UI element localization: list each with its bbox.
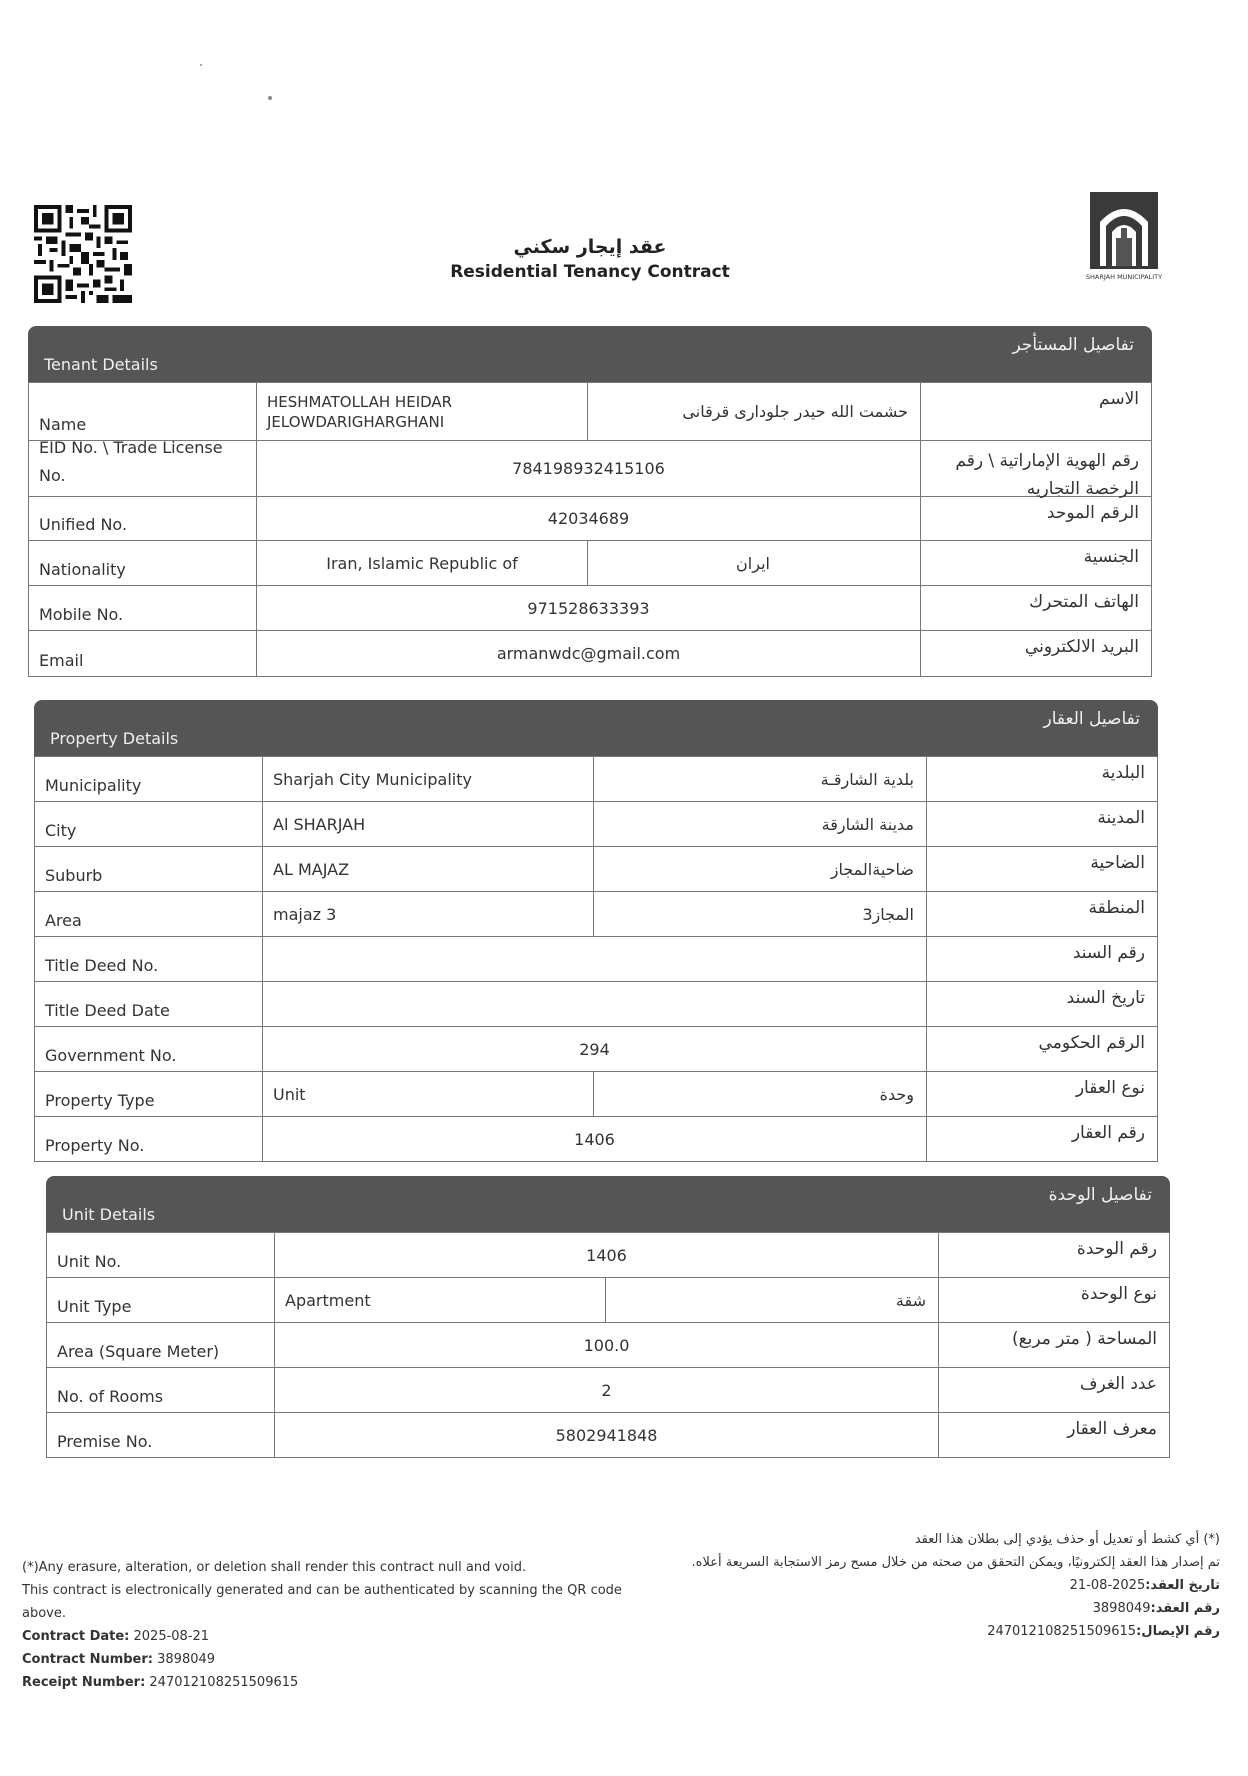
receipt-number-value: 247012108251509615 (149, 1675, 299, 1690)
mobile-value: 971528633393 (527, 598, 650, 618)
table-row (29, 382, 1151, 440)
property-title-ar: تفاصيل العقار (1043, 709, 1140, 729)
label-ar: نوع العقار (1075, 1078, 1145, 1098)
contract-date-value: 2025-08-21 (133, 1629, 210, 1644)
eid-value: 784198932415106 (512, 459, 665, 478)
suburb-value-ar: ضاحيةالمجاز (593, 847, 926, 891)
contract-number-label: Contract Number: (22, 1652, 153, 1667)
table-row (29, 496, 1151, 540)
label-en: Name (29, 383, 257, 440)
label-ar: معرف العقار (1067, 1419, 1157, 1439)
receipt-number-label: Receipt Number: (22, 1675, 146, 1690)
city-value-ar: مدينة الشارقة (593, 802, 926, 846)
title-english: Residential Tenancy Contract (450, 262, 730, 282)
tenant-details-section (28, 326, 1152, 677)
label-ar: البلدية (1101, 763, 1145, 783)
label-en: Nationality (29, 541, 257, 585)
unit-title-en: Unit Details (62, 1205, 156, 1224)
footer-disclaimer-ar: (*) أي كشط أو تعديل أو حذف يؤدي إلى بطلان هذا العقد (914, 1532, 1220, 1547)
property-section-header (34, 700, 1158, 756)
unit-type-value: Apartment (285, 1290, 371, 1310)
label-ar: الضاحية (1090, 853, 1145, 873)
receipt-number-line-ar (640, 1620, 1220, 1643)
footer-arabic (640, 1528, 1220, 1643)
city-value: Al SHARJAH (273, 814, 366, 834)
table-row (47, 1277, 1169, 1322)
tenant-title-ar: تفاصيل المستأجر (1012, 335, 1134, 355)
email-value: armanwdc@gmail.com (496, 644, 681, 663)
table-row (29, 540, 1151, 585)
contract-number-line-ar (640, 1597, 1220, 1620)
title-deed-date-value (263, 982, 926, 1026)
contract-date-line (22, 1625, 632, 1648)
contract-date-label: Contract Date: (22, 1629, 130, 1644)
tenant-title-en: Tenant Details (44, 355, 158, 374)
receipt-number-label-ar: رقم الإيصال: (1136, 1624, 1220, 1639)
unit-title-ar: تفاصيل الوحدة (1048, 1185, 1152, 1205)
label-ar: الجنسية (1083, 547, 1139, 567)
contract-number-value: 3898049 (157, 1652, 216, 1667)
municipality-value: Sharjah City Municipality (273, 769, 472, 789)
table-row (35, 846, 1157, 891)
property-no-value: 1406 (574, 1129, 615, 1149)
table-row (35, 891, 1157, 936)
unit-no-value: 1406 (586, 1245, 627, 1265)
table-row (35, 1026, 1157, 1071)
label-ar: المنطقة (1088, 898, 1145, 918)
label-ar: المدينة (1097, 808, 1145, 828)
label-ar: رقم السند (1072, 943, 1145, 963)
suburb-value: AL MAJAZ (273, 859, 350, 879)
contract-date-line-ar (640, 1574, 1220, 1597)
tenant-name-value-ar: حشمت الله حیدر جلوداری قرقانی (587, 383, 920, 440)
label-ar: رقم الهوية الإماراتية \ رقم الرخصة التجاريه (955, 451, 1139, 499)
receipt-number-value-ar: 247012108251509615 (987, 1624, 1137, 1639)
table-row (29, 438, 1151, 499)
property-type-value: Unit (273, 1084, 306, 1104)
scan-speck (268, 96, 272, 100)
table-row (35, 756, 1157, 801)
sharjah-municipality-logo (1086, 188, 1162, 284)
table-row (47, 1322, 1169, 1367)
label-en: Title Deed Date (35, 982, 263, 1026)
property-details-section (34, 700, 1158, 1162)
receipt-number-line (22, 1671, 632, 1694)
table-row (35, 1116, 1157, 1161)
label-ar: الهاتف المتحرك (1029, 592, 1139, 612)
label-ar: البريد الالكتروني (1024, 637, 1139, 657)
label-ar: نوع الوحدة (1080, 1284, 1157, 1304)
table-row (35, 981, 1157, 1026)
table-row (47, 1232, 1169, 1277)
label-ar: عدد الغرف (1079, 1374, 1157, 1394)
label-ar: الرقم الموحد (1046, 503, 1139, 523)
label-ar: الرقم الحكومي (1038, 1033, 1145, 1053)
logo-caption: SHARJAH MUNICIPALITY (1086, 273, 1162, 281)
label-en: Unified No. (29, 497, 257, 540)
footer-electronic-note: This contract is electronically generated and can be authenticated by scanning the QR code above. (22, 1583, 622, 1621)
label-ar: المساحة ( متر مربع) (1011, 1329, 1157, 1349)
label-en: Email (29, 631, 257, 676)
label-en: Title Deed No. (35, 937, 263, 981)
label-en: Area (35, 892, 263, 936)
label-ar: تاريخ السند (1066, 988, 1145, 1008)
government-no-value: 294 (579, 1039, 610, 1059)
contract-number-label-ar: رقم العقد: (1150, 1601, 1220, 1616)
label-ar: رقم العقار (1071, 1123, 1145, 1143)
unit-details-section (46, 1176, 1170, 1458)
unit-type-value-ar: شقة (605, 1278, 938, 1322)
nationality-value: Iran, Islamic Republic of (326, 553, 518, 573)
label-en: No. of Rooms (47, 1368, 275, 1412)
document-title (400, 236, 780, 282)
contract-number-line (22, 1648, 632, 1671)
premise-no-value: 5802941848 (555, 1425, 658, 1445)
label-en: Area (Square Meter) (47, 1323, 275, 1367)
unit-area-value: 100.0 (583, 1335, 630, 1355)
contract-date-value-ar: 2025-08-21 (1069, 1578, 1146, 1593)
footer-disclaimer: (*)Any erasure, alteration, or deletion shall render this contract null and void. (22, 1560, 527, 1575)
label-en: Municipality (35, 757, 263, 801)
property-type-value-ar: وحدة (593, 1072, 926, 1116)
municipality-value-ar: بلدية الشارقـة (593, 757, 926, 801)
table-row (29, 585, 1151, 630)
scan-speck (200, 64, 202, 66)
table-row (47, 1412, 1169, 1457)
unit-section-header (46, 1176, 1170, 1232)
table-row (35, 1071, 1157, 1116)
label-en: Government No. (35, 1027, 263, 1071)
contract-number-value-ar: 3898049 (1092, 1601, 1151, 1616)
area-value: majaz 3 (273, 904, 337, 924)
footer-electronic-note-ar: تم إصدار هذا العقد إلكترونيًا، ويمكن التحقق من صحته من خلال مسح رمز الاستجابة السريعة أعلاه. (691, 1555, 1220, 1570)
label-ar: الاسم (1099, 389, 1139, 409)
qr-code-icon (34, 205, 132, 303)
area-value-ar: المجاز3 (593, 892, 926, 936)
label-en: Property No. (35, 1117, 263, 1161)
property-title-en: Property Details (50, 729, 179, 748)
label-en: Property Type (35, 1072, 263, 1116)
label-ar: رقم الوحدة (1076, 1239, 1157, 1259)
table-row (47, 1367, 1169, 1412)
footer-english (22, 1556, 632, 1694)
table-row (29, 630, 1151, 676)
tenant-section-header (28, 326, 1152, 382)
title-arabic: عقد إيجار سكني (513, 236, 667, 258)
contract-date-label-ar: تاريخ العقد: (1145, 1578, 1220, 1593)
label-en: Unit No. (47, 1233, 275, 1277)
label-en: Suburb (35, 847, 263, 891)
table-row (35, 801, 1157, 846)
tenant-name-value: HESHMATOLLAH HEIDAR JELOWDARIGHARGHANI (267, 392, 453, 431)
label-en: Mobile No. (29, 586, 257, 630)
label-en: Premise No. (47, 1413, 275, 1457)
label-en: EID No. \ Trade License No. (29, 441, 257, 496)
label-en: Unit Type (47, 1278, 275, 1322)
rooms-value: 2 (601, 1380, 612, 1400)
unified-no-value: 42034689 (547, 509, 630, 528)
title-deed-no-value (263, 937, 926, 981)
nationality-value-ar: ايران (587, 541, 920, 585)
table-row (35, 936, 1157, 981)
label-en: City (35, 802, 263, 846)
